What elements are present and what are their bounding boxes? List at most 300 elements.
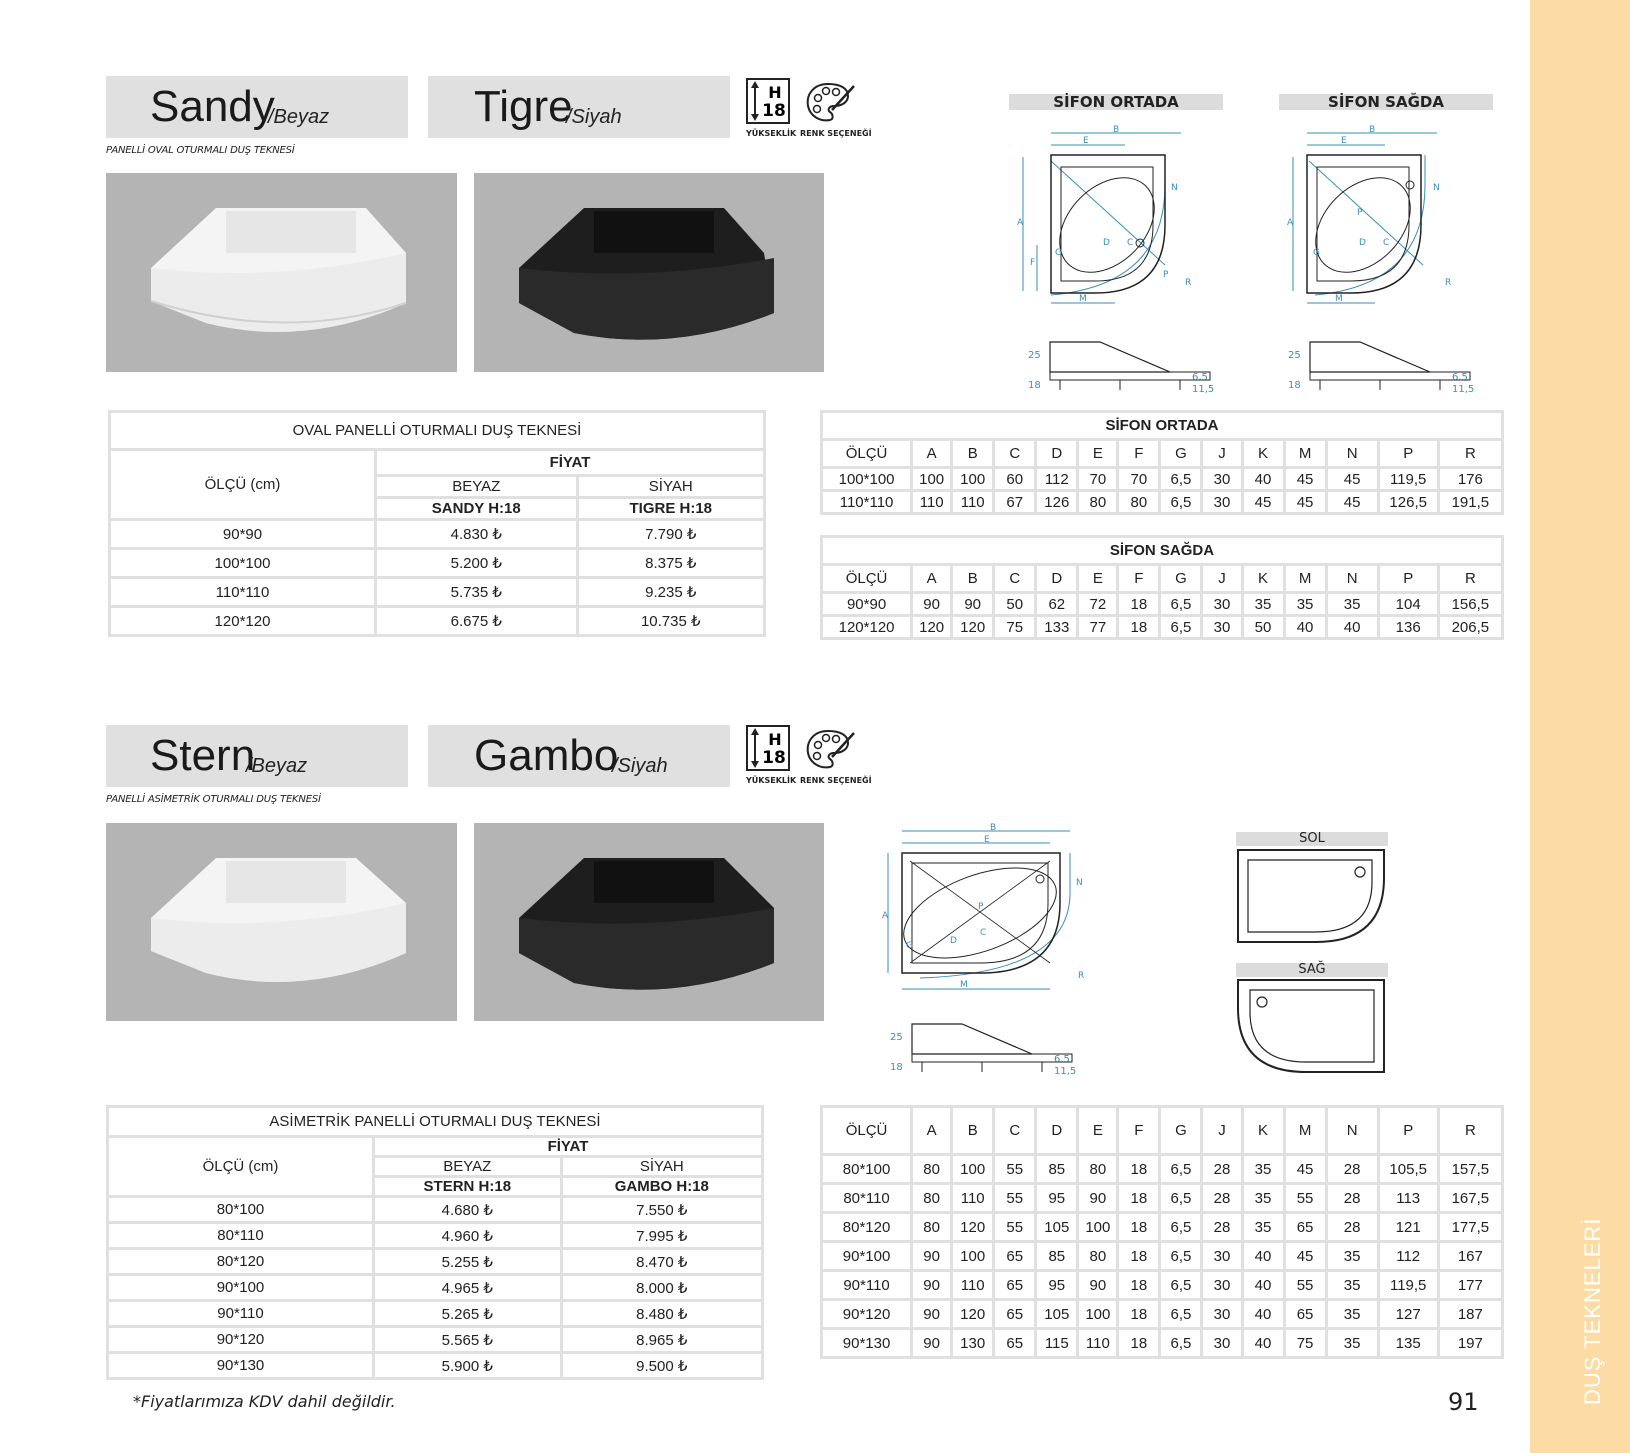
- table-header-row: [822, 1107, 1503, 1155]
- cell: 5.900 ₺: [374, 1353, 562, 1379]
- price-header: FİYAT: [374, 1137, 763, 1157]
- product-name: Gambo: [474, 731, 619, 780]
- cell: 80: [1078, 491, 1118, 514]
- color-label: RENK SEÇENEĞİ: [800, 129, 872, 138]
- footnote: *Fiyatlarımıza KDV dahil değildir.: [133, 1392, 396, 1411]
- price-table-oval: [108, 410, 766, 637]
- svg-text:E: E: [1083, 136, 1089, 146]
- profile-drawing-right: [1280, 338, 1480, 402]
- dim-table-right: [820, 535, 1504, 640]
- cell: 40: [1242, 468, 1284, 491]
- cell: 5.565 ₺: [374, 1327, 562, 1353]
- cell: 72: [1078, 593, 1118, 616]
- cell: 100: [912, 468, 952, 491]
- palette-icon: [804, 80, 856, 130]
- product-name-stern: [106, 725, 408, 787]
- cell: 30: [1202, 491, 1242, 514]
- cell: 18: [1118, 1271, 1160, 1300]
- cell: 90: [912, 1300, 952, 1329]
- cell: 110: [952, 1271, 994, 1300]
- cell: 65: [994, 1300, 1036, 1329]
- column-header: J: [1202, 565, 1242, 593]
- cell: 112: [1378, 1242, 1438, 1271]
- column-header: P: [1378, 440, 1438, 468]
- column-header: ÖLÇÜ: [822, 440, 912, 468]
- cell: 5.735 ₺: [376, 578, 578, 607]
- label-sol: SOL: [1236, 832, 1388, 846]
- column-header: B: [952, 440, 994, 468]
- cell: 30: [1202, 1329, 1242, 1358]
- cell: 110: [1078, 1329, 1118, 1358]
- column-header: F: [1118, 440, 1160, 468]
- svg-text:D: D: [1103, 238, 1110, 248]
- cell: 120: [952, 616, 994, 639]
- column-header: A: [912, 565, 952, 593]
- cell: 167: [1438, 1242, 1502, 1271]
- svg-text:D: D: [950, 936, 957, 946]
- cell: 70: [1078, 468, 1118, 491]
- cell: 35: [1326, 1300, 1378, 1329]
- profile-label-18: 18: [890, 1062, 903, 1073]
- cell: 40: [1242, 1300, 1284, 1329]
- cell: 80*110: [822, 1184, 912, 1213]
- table-row: [110, 578, 765, 607]
- table-row: [110, 549, 765, 578]
- diagram-title-center: SİFON ORTADA: [1009, 94, 1223, 110]
- cell: 6,5: [1160, 1184, 1202, 1213]
- column-header: K: [1242, 565, 1284, 593]
- cell: 28: [1202, 1184, 1242, 1213]
- cell: 6,5: [1160, 1213, 1202, 1242]
- cell: 4.680 ₺: [374, 1197, 562, 1223]
- cell: 119,5: [1378, 1271, 1438, 1300]
- svg-text:C: C: [1383, 238, 1390, 248]
- model-b: TIGRE H:18: [577, 498, 764, 520]
- profile-label-25: 25: [890, 1032, 903, 1043]
- cell: 80: [1078, 1242, 1118, 1271]
- column-header: K: [1242, 440, 1284, 468]
- cell: 80*100: [108, 1197, 374, 1223]
- cell: 5.200 ₺: [376, 549, 578, 578]
- table-row: [822, 468, 1503, 491]
- cell: 176: [1438, 468, 1502, 491]
- cell: 167,5: [1438, 1184, 1502, 1213]
- column-header: A: [912, 1107, 952, 1155]
- cell: 55: [994, 1213, 1036, 1242]
- cell: 177: [1438, 1271, 1502, 1300]
- cell: 90: [952, 593, 994, 616]
- table-row: [822, 1242, 1503, 1271]
- table-header-row: [822, 565, 1503, 593]
- cell: 6,5: [1160, 1300, 1202, 1329]
- cell: 65: [1284, 1213, 1326, 1242]
- cell: 65: [994, 1242, 1036, 1271]
- cell: 90*100: [822, 1242, 912, 1271]
- column-header: P: [1378, 565, 1438, 593]
- drawing-sol: [1236, 848, 1386, 948]
- cell: 80: [1118, 491, 1160, 514]
- cell: 8.480 ₺: [561, 1301, 762, 1327]
- svg-text:M: M: [960, 980, 968, 990]
- cell: 35: [1242, 593, 1284, 616]
- product-color: /Siyah: [566, 106, 622, 128]
- table-row: [822, 491, 1503, 514]
- profile-label-115: 11,5: [1192, 384, 1215, 395]
- cell: 45: [1284, 1242, 1326, 1271]
- cell: 8.470 ₺: [561, 1249, 762, 1275]
- svg-text:A: A: [1287, 218, 1294, 228]
- svg-text:P: P: [978, 902, 984, 912]
- cell: 6,5: [1160, 1242, 1202, 1271]
- column-header: D: [1036, 565, 1078, 593]
- profile-label-65: 6,5: [1054, 1054, 1070, 1065]
- column-header: G: [1160, 1107, 1202, 1155]
- svg-text:D: D: [1359, 238, 1366, 248]
- table-header-row: [822, 440, 1503, 468]
- column-header: J: [1202, 440, 1242, 468]
- cell: 18: [1118, 616, 1160, 639]
- cell: 110: [912, 491, 952, 514]
- table-row: [108, 1353, 763, 1379]
- cell: 90: [912, 593, 952, 616]
- page-number: 91: [1448, 1388, 1479, 1416]
- cell: 28: [1326, 1155, 1378, 1184]
- cell: 30: [1202, 1271, 1242, 1300]
- table-row: [822, 1184, 1503, 1213]
- cell: 90: [912, 1329, 952, 1358]
- cell: 6,5: [1160, 468, 1202, 491]
- cell: 100: [952, 1242, 994, 1271]
- cell: 6,5: [1160, 616, 1202, 639]
- svg-text:F: F: [1030, 258, 1036, 268]
- side-strip: [1530, 0, 1630, 1453]
- cell: 40: [1242, 1329, 1284, 1358]
- svg-text:C: C: [980, 928, 987, 938]
- technical-drawing-center: [1015, 125, 1215, 319]
- cell: 197: [1438, 1329, 1502, 1358]
- cell: 18: [1118, 1242, 1160, 1271]
- svg-text:P: P: [1357, 208, 1363, 218]
- table-row: [822, 1213, 1503, 1242]
- svg-text:N: N: [1171, 183, 1178, 193]
- column-header: N: [1326, 1107, 1378, 1155]
- cell: 40: [1326, 616, 1378, 639]
- technical-drawing-right: [1285, 125, 1485, 319]
- cell: 113: [1378, 1184, 1438, 1213]
- cell: 30: [1202, 616, 1242, 639]
- column-header: K: [1242, 1107, 1284, 1155]
- profile-label-115: 11,5: [1054, 1066, 1077, 1077]
- svg-text:N: N: [1076, 878, 1083, 888]
- model-a: STERN H:18: [374, 1177, 562, 1197]
- table-row: [822, 593, 1503, 616]
- column-header: D: [1036, 440, 1078, 468]
- cell: 10.735 ₺: [577, 607, 764, 636]
- cell: 6,5: [1160, 491, 1202, 514]
- cell: 206,5: [1438, 616, 1502, 639]
- column-header: G: [1160, 565, 1202, 593]
- drawing-sag: [1236, 978, 1386, 1078]
- cell: 28: [1326, 1213, 1378, 1242]
- price-header: FİYAT: [376, 450, 765, 476]
- column-header: A: [912, 440, 952, 468]
- product-name: Tigre: [474, 82, 573, 131]
- cell: 4.960 ₺: [374, 1223, 562, 1249]
- cell: 65: [994, 1329, 1036, 1358]
- height-label: YÜKSEKLİK: [746, 776, 797, 785]
- table-row: [108, 1197, 763, 1223]
- svg-text:G: G: [1055, 248, 1062, 258]
- table-title: OVAL PANELLİ OTURMALI DUŞ TEKNESİ: [110, 412, 765, 450]
- col-white: BEYAZ: [374, 1157, 562, 1177]
- cell: 157,5: [1438, 1155, 1502, 1184]
- svg-text:G: G: [1313, 248, 1320, 258]
- svg-text:B: B: [1369, 125, 1376, 135]
- cell: 40: [1284, 616, 1326, 639]
- cell: 65: [1284, 1300, 1326, 1329]
- cell: 191,5: [1438, 491, 1502, 514]
- cell: 90: [1078, 1184, 1118, 1213]
- cell: 187: [1438, 1300, 1502, 1329]
- profile-label-65: 6,5: [1452, 372, 1468, 383]
- cell: 90*100: [108, 1275, 374, 1301]
- cell: 18: [1118, 593, 1160, 616]
- table-row: [110, 520, 765, 549]
- col-black: SİYAH: [561, 1157, 762, 1177]
- cell: 4.830 ₺: [376, 520, 578, 549]
- cell: 9.500 ₺: [561, 1353, 762, 1379]
- svg-text:R: R: [1445, 278, 1452, 288]
- cell: 35: [1326, 1329, 1378, 1358]
- product-photo-white: [106, 823, 457, 1021]
- cell: 55: [994, 1184, 1036, 1213]
- column-header: R: [1438, 565, 1502, 593]
- table-row: [108, 1301, 763, 1327]
- svg-text:E: E: [984, 835, 990, 845]
- svg-text:R: R: [1078, 971, 1085, 981]
- column-header: ÖLÇÜ: [822, 1107, 912, 1155]
- cell: 105: [1036, 1300, 1078, 1329]
- cell: 50: [1242, 616, 1284, 639]
- column-header: ÖLÇÜ: [822, 565, 912, 593]
- dim-table-asym: [820, 1105, 1504, 1359]
- cell: 40: [1242, 1271, 1284, 1300]
- column-header: F: [1118, 565, 1160, 593]
- column-header: E: [1078, 565, 1118, 593]
- cell: 80*100: [822, 1155, 912, 1184]
- cell: 95: [1036, 1184, 1078, 1213]
- cell: 50: [994, 593, 1036, 616]
- table-row: [110, 607, 765, 636]
- cell: 55: [994, 1155, 1036, 1184]
- cell: 80*110: [108, 1223, 374, 1249]
- product-color: /Siyah: [612, 755, 668, 777]
- cell: 55: [1284, 1184, 1326, 1213]
- cell: 115: [1036, 1329, 1078, 1358]
- cell: 30: [1202, 1300, 1242, 1329]
- svg-text:B: B: [1113, 125, 1120, 135]
- cell: 4.965 ₺: [374, 1275, 562, 1301]
- cell: 18: [1118, 1329, 1160, 1358]
- cell: 95: [1036, 1271, 1078, 1300]
- price-table-asym: [106, 1105, 764, 1380]
- side-label: DUŞ TEKNELERİ: [1580, 1217, 1605, 1405]
- cell: 8.965 ₺: [561, 1327, 762, 1353]
- cell: 35: [1242, 1213, 1284, 1242]
- cell: 110*110: [822, 491, 912, 514]
- diagram-title-right: SİFON SAĞDA: [1279, 94, 1493, 110]
- column-header: G: [1160, 440, 1202, 468]
- column-header: R: [1438, 440, 1502, 468]
- table-title: ASİMETRİK PANELLİ OTURMALI DUŞ TEKNESİ: [108, 1107, 763, 1137]
- table-row: [822, 1155, 1503, 1184]
- color-label: RENK SEÇENEĞİ: [800, 776, 872, 785]
- cell: 90*120: [822, 1300, 912, 1329]
- cell: 90*110: [822, 1271, 912, 1300]
- cell: 121: [1378, 1213, 1438, 1242]
- label-sag: SAĞ: [1236, 963, 1388, 977]
- cell: 80*120: [108, 1249, 374, 1275]
- cell: 127: [1378, 1300, 1438, 1329]
- product-name-gambo: [428, 725, 730, 787]
- product-photo-white: [106, 173, 457, 372]
- cell: 35: [1242, 1184, 1284, 1213]
- product-color: /Beyaz: [268, 106, 330, 128]
- height-icon-value: 18: [762, 101, 786, 121]
- cell: 77: [1078, 616, 1118, 639]
- cell: 9.235 ₺: [577, 578, 764, 607]
- cell: 90: [912, 1242, 952, 1271]
- cell: 18: [1118, 1300, 1160, 1329]
- svg-text:M: M: [1335, 294, 1343, 304]
- cell: 156,5: [1438, 593, 1502, 616]
- col-black: SİYAH: [577, 476, 764, 498]
- svg-text:R: R: [1185, 278, 1192, 288]
- svg-text:A: A: [882, 911, 889, 921]
- column-header: M: [1284, 565, 1326, 593]
- cell: 112: [1036, 468, 1078, 491]
- product-name: Stern: [150, 731, 256, 780]
- cell: 6,5: [1160, 593, 1202, 616]
- profile-drawing-center: [1020, 338, 1220, 402]
- column-header: M: [1284, 1107, 1326, 1155]
- cell: 85: [1036, 1242, 1078, 1271]
- cell: 18: [1118, 1213, 1160, 1242]
- product-subtitle: PANELLİ ASİMETRİK OTURMALI DUŞ TEKNESİ: [106, 794, 321, 805]
- height-icon-value: 18: [762, 748, 786, 768]
- profile-drawing-asym: [882, 1020, 1082, 1084]
- svg-text:A: A: [1017, 218, 1024, 228]
- svg-text:P: P: [1163, 270, 1169, 280]
- cell: 67: [994, 491, 1036, 514]
- table-row: [108, 1223, 763, 1249]
- cell: 110: [952, 491, 994, 514]
- cell: 45: [1242, 491, 1284, 514]
- cell: 75: [1284, 1329, 1326, 1358]
- cell: 45: [1284, 1155, 1326, 1184]
- svg-text:C: C: [1127, 238, 1134, 248]
- column-header: J: [1202, 1107, 1242, 1155]
- cell: 104: [1378, 593, 1438, 616]
- table-row: [108, 1275, 763, 1301]
- column-header: C: [994, 565, 1036, 593]
- cell: 100*100: [110, 549, 376, 578]
- cell: 30: [1202, 468, 1242, 491]
- profile-label-65: 6,5: [1192, 372, 1208, 383]
- cell: 30: [1202, 1242, 1242, 1271]
- cell: 8.375 ₺: [577, 549, 764, 578]
- table-row: [822, 1329, 1503, 1358]
- cell: 100: [952, 468, 994, 491]
- height-icon-letter: H: [768, 730, 782, 749]
- cell: 110: [952, 1184, 994, 1213]
- technical-drawing-asym: [880, 823, 1110, 1002]
- cell: 80: [912, 1184, 952, 1213]
- cell: 100: [952, 1155, 994, 1184]
- svg-text:N: N: [1433, 183, 1440, 193]
- product-color: /Beyaz: [246, 755, 308, 777]
- cell: 7.790 ₺: [577, 520, 764, 549]
- svg-text:M: M: [1079, 294, 1087, 304]
- col-white: BEYAZ: [376, 476, 578, 498]
- cell: 35: [1242, 1155, 1284, 1184]
- cell: 65: [994, 1271, 1036, 1300]
- dim-table-center: [820, 410, 1504, 515]
- cell: 120: [952, 1213, 994, 1242]
- cell: 120*120: [822, 616, 912, 639]
- height-icon: [746, 78, 790, 128]
- cell: 90*130: [108, 1353, 374, 1379]
- profile-label-25: 25: [1028, 350, 1041, 361]
- cell: 90*110: [108, 1301, 374, 1327]
- height-label: YÜKSEKLİK: [746, 129, 797, 138]
- cell: 90*90: [822, 593, 912, 616]
- cell: 30: [1202, 593, 1242, 616]
- cell: 100: [1078, 1300, 1118, 1329]
- cell: 5.265 ₺: [374, 1301, 562, 1327]
- cell: 35: [1326, 593, 1378, 616]
- column-header: F: [1118, 1107, 1160, 1155]
- model-b: GAMBO H:18: [561, 1177, 762, 1197]
- column-header: N: [1326, 565, 1378, 593]
- table-row: [108, 1249, 763, 1275]
- cell: 6,5: [1160, 1271, 1202, 1300]
- table-row: [108, 1327, 763, 1353]
- cell: 6,5: [1160, 1329, 1202, 1358]
- cell: 35: [1326, 1271, 1378, 1300]
- cell: 110*110: [110, 578, 376, 607]
- cell: 70: [1118, 468, 1160, 491]
- table-title: SİFON ORTADA: [822, 412, 1503, 440]
- cell: 90*90: [110, 520, 376, 549]
- cell: 119,5: [1378, 468, 1438, 491]
- column-header: P: [1378, 1107, 1438, 1155]
- cell: 135: [1378, 1329, 1438, 1358]
- column-header: E: [1078, 440, 1118, 468]
- cell: 100*100: [822, 468, 912, 491]
- cell: 55: [1284, 1271, 1326, 1300]
- cell: 18: [1118, 1155, 1160, 1184]
- cell: 80: [912, 1213, 952, 1242]
- cell: 6,5: [1160, 1155, 1202, 1184]
- cell: 130: [952, 1329, 994, 1358]
- cell: 7.995 ₺: [561, 1223, 762, 1249]
- cell: 105: [1036, 1213, 1078, 1242]
- cell: 35: [1326, 1242, 1378, 1271]
- cell: 85: [1036, 1155, 1078, 1184]
- cell: 40: [1242, 1242, 1284, 1271]
- cell: 45: [1284, 491, 1326, 514]
